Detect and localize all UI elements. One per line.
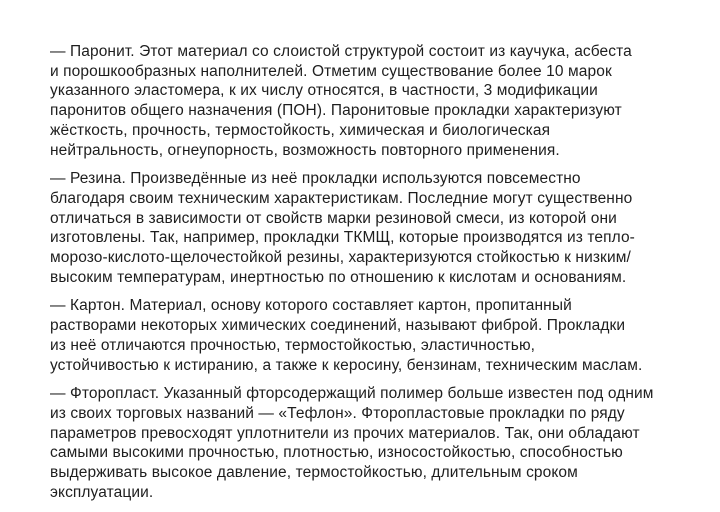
text-line: эксплуатации. [50, 483, 154, 501]
paragraph-rezina [50, 169, 670, 287]
text-line: самыми высокими прочностью, плотностью, износостойкостью, способностью [50, 444, 623, 462]
text-line: параметров превосходят уплотнители из прочих материалов. Так, они обладают [50, 424, 640, 442]
text-line: высоким температурам, инертностью по отношению к кислотам и основаниям. [50, 268, 627, 286]
text-line: — Паронит. Этот материал со слоистой структурой состоит из каучука, асбеста [50, 43, 632, 60]
text-line: — Фторопласт. Указанный фторсодержащий полимер больше известен под одним [50, 385, 654, 403]
text-line: из своих торговых названий — «Тефлон». Фторопластовые прокладки по ряду [50, 404, 625, 422]
paragraph-karton [50, 296, 670, 375]
text-line: паронитов общего назначения (ПОН). Паронитовые прокладки характеризуют [50, 102, 622, 120]
text-line: из неё отличаются прочностью, термостойкостью, эластичностью, [50, 336, 536, 354]
article-text [50, 42, 670, 511]
text-line: изготовлены. Так, например, прокладки ТКМЩ, которые производятся из тепло- [50, 229, 635, 247]
text-line: морозо-кислото-щелочестойкой резины, характеризуются стойкостью к низким/ [50, 249, 631, 267]
text-line: устойчивостью к истиранию, а также к керосину, бензинам, техническим маслам. [50, 356, 643, 374]
paragraph-ftoroplast [50, 384, 670, 502]
text-line: благодаря своим техническим характеристикам. Последние могут существенно [50, 189, 633, 207]
text-line: выдерживать высокое давление, термостойкостью, длительным сроком [50, 464, 578, 482]
text-line: и порошкообразных наполнителей. Отметим существование более 10 марок [50, 62, 612, 80]
text-line: — Резина. Произведённые из неё прокладки используются повсеместно [50, 170, 581, 188]
text-line: указанного эластомера, к их числу относятся, в частности, 3 модификации [50, 82, 598, 100]
text-line: отличаться в зависимости от свойств марки резиновой смеси, из которой они [50, 209, 617, 227]
text-line: — Картон. Материал, основу которого составляет картон, пропитанный [50, 297, 572, 315]
paragraph-paronit [50, 42, 670, 160]
text-line: жёсткость, прочность, термостойкость, химическая и биологическая [50, 121, 551, 139]
text-line: нейтральность, огнеупорность, возможность повторного применения. [50, 141, 560, 159]
text-line: растворами некоторых химических соединений, называют фиброй. Прокладки [50, 317, 626, 335]
